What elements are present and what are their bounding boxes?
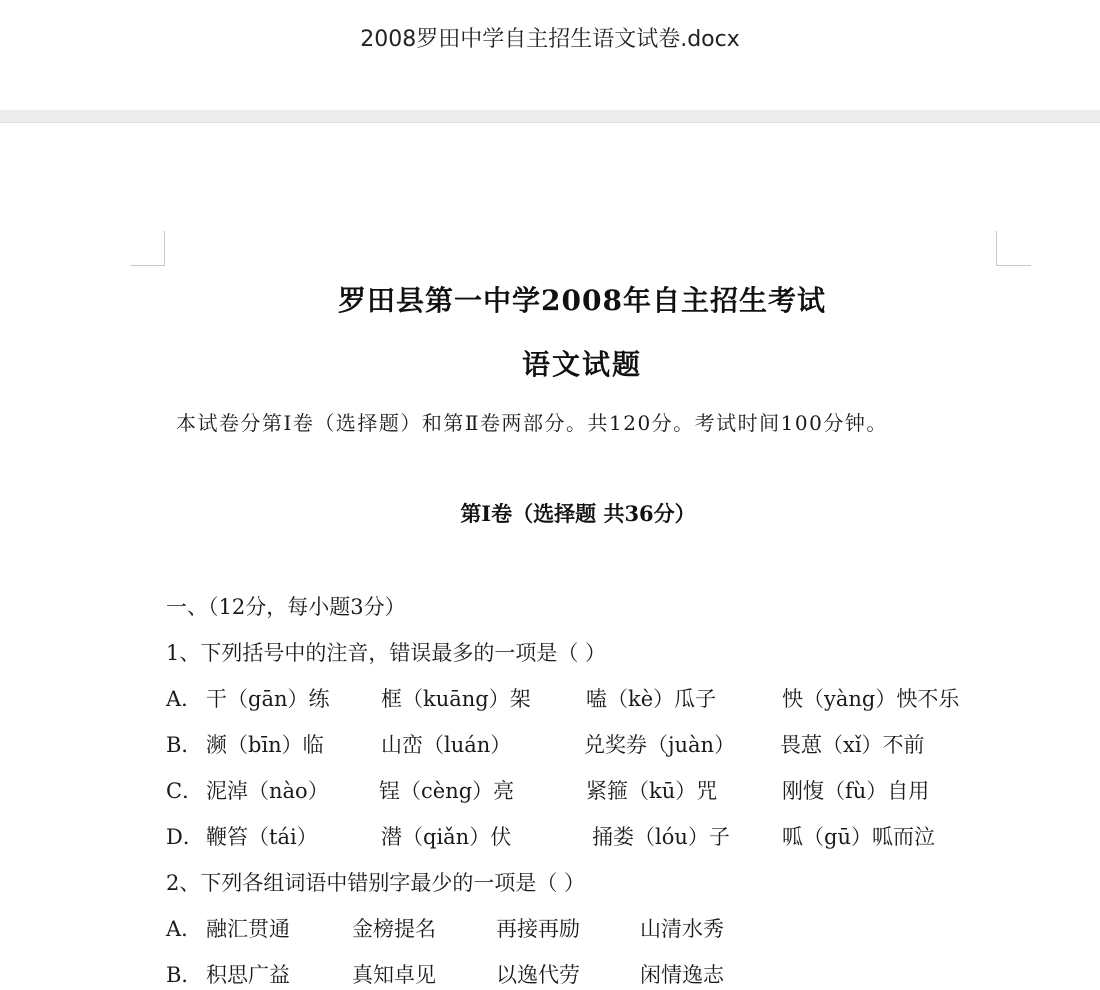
exam-title: 罗田县第一中学2008年自主招生考试	[338, 284, 826, 317]
document-page[interactable]	[0, 123, 1100, 990]
option-letter: A．	[166, 687, 203, 711]
option-item: 呱（gū）呱而泣	[782, 825, 935, 849]
page-gap	[0, 110, 1100, 123]
option-item: 框（kuāng）架	[381, 687, 531, 711]
option-item: 怏（yàng）怏不乐	[782, 687, 960, 711]
margin-corner-top-right	[996, 231, 1031, 266]
option-item: 濒（bīn）临	[206, 733, 324, 757]
option-item: 山清水秀	[640, 917, 724, 941]
section-title: 第Ⅰ卷（选择题 共36分）	[460, 501, 696, 526]
exam-subtitle: 语文试题	[521, 348, 642, 381]
option-item: 积思广益	[206, 963, 290, 987]
q1-option-c	[166, 775, 1026, 805]
option-item: 嗑（kè）瓜子	[586, 687, 717, 711]
title-bar	[0, 0, 1100, 110]
option-item: 畏葸（xǐ）不前	[780, 733, 925, 757]
q2-option-b	[166, 959, 1026, 989]
question-2-stem: 2、下列各组词语中错别字最少的一项是（ ）	[166, 871, 586, 895]
option-item: 鞭笞（tái）	[206, 825, 318, 849]
option-item: 闲情逸志	[640, 963, 724, 987]
option-letter: B．	[166, 963, 203, 987]
option-letter: A．	[166, 917, 203, 941]
option-letter: B．	[166, 733, 203, 757]
question-1-stem: 1、下列括号中的注音，错误最多的一项是（ ）	[166, 641, 607, 665]
q1-option-a	[166, 683, 1026, 713]
option-item: 紧箍（kū）咒	[586, 779, 718, 803]
option-item: 刚愎（fù）自用	[782, 779, 930, 803]
q2-option-a	[166, 913, 1026, 943]
margin-corner-top-left	[130, 231, 165, 266]
exam-intro: 本试卷分第Ⅰ卷（选择题）和第Ⅱ卷两部分。共120分。考试时间100分钟。	[176, 411, 888, 435]
option-letter: C．	[166, 779, 204, 803]
option-item: 再接再励	[496, 917, 580, 941]
option-item: 捅娄（lóu）子	[592, 825, 730, 849]
part-heading: 一、（12分，每小题3分）	[166, 595, 406, 619]
option-item: 山峦（luán）	[381, 733, 512, 757]
option-item: 干（gān）练	[206, 687, 330, 711]
option-item: 以逸代劳	[496, 963, 580, 987]
option-item: 泥淖（nào）	[206, 779, 329, 803]
q1-option-d	[166, 821, 1026, 851]
option-item: 融汇贯通	[206, 917, 290, 941]
q1-option-b	[166, 729, 1026, 759]
option-item: 兑奖券（juàn）	[584, 733, 736, 757]
option-item: 真知卓见	[352, 963, 436, 987]
option-item: 潜（qiǎn）伏	[381, 825, 512, 849]
option-letter: D．	[166, 825, 204, 849]
option-item: 锃（cèng）亮	[379, 779, 515, 803]
option-item: 金榜提名	[352, 917, 436, 941]
document-file-name: 2008罗田中学自主招生语文试卷.docx	[360, 27, 740, 52]
